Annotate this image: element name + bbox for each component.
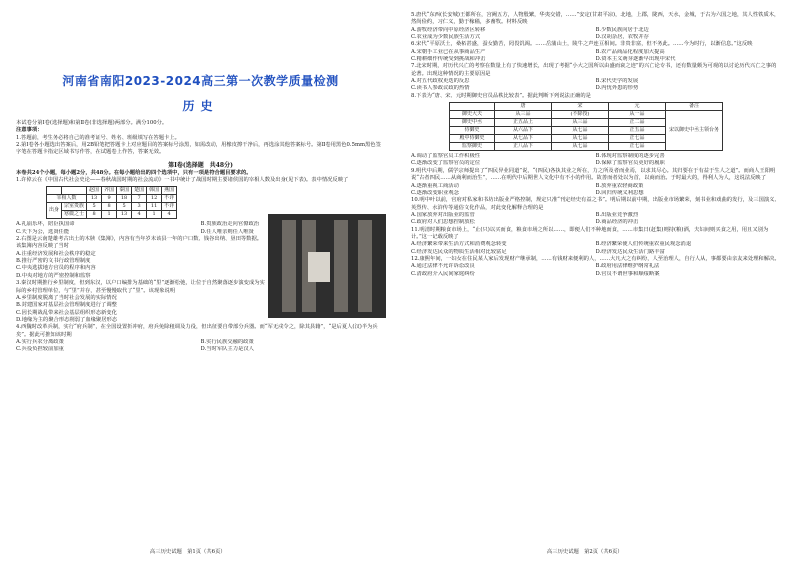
option[interactable]: D.当时军队主力是汉人 — [200, 346, 254, 353]
table-cell: 楚国 — [132, 187, 147, 195]
footer-page-1: 高三历史试题 第1页（共6页） — [150, 549, 226, 555]
table-cell: 宋 — [552, 103, 609, 111]
exam-title: 河南省南阳2023-2024高三第一次教学质量检测 — [62, 74, 339, 88]
q8-table — [449, 102, 723, 151]
option[interactable]: B.实行民族交融的政策 — [200, 338, 254, 345]
option[interactable]: A.逐渐重视工商活动 — [411, 182, 459, 189]
table-cell: 秦国 — [117, 187, 132, 195]
q9-stem: 9.明代中后期，儒学宗师提出了“四民异业同道”说，“(四民)各执其业之所在，力之所及者而业焉，以求其尽心。其归要在于有益于生人之道”。而商人王阳明说“古者四民……从商利而治生”，……在明代中后期世人文化中有不小的作用。故善而者处以为首，以商而治。于时最大的，得利人为人，这说法反映了 — [411, 167, 776, 182]
table-cell: 1 — [147, 211, 162, 219]
q3-option-d[interactable]: D.地缘为主的聚合形态削弱了血缘聚居形态 — [16, 316, 118, 323]
option[interactable]: D.经济发达民众生活门路丰富 — [595, 248, 665, 255]
table-cell: 备注 — [666, 103, 723, 111]
q3-option-c[interactable]: C.因长期战乱带来社会基层组织形态新变化 — [16, 309, 117, 316]
q12-stem: 12.康熙年间，一妇女在住民某人家后发现财产继承制，……有钱财来便利的人，……大凡大之有纠纷，人至治理人，自行人从，事都要由亲友来处理和解决。 — [411, 255, 780, 262]
table-cell: 1 — [102, 211, 117, 219]
table-row — [47, 195, 177, 203]
q2-option-d[interactable]: D.中央对地方的严密控制和监察 — [16, 272, 91, 279]
table-cell: 8 — [87, 211, 102, 219]
option[interactable]: D.回归传统义利思想 — [595, 189, 644, 196]
option[interactable]: D.任人唯亲则任人唯贤 — [200, 228, 254, 235]
intro-text: 本试卷分第Ⅰ卷(选择题)和第Ⅱ卷(非选择题)两部分。满分100分。 — [16, 120, 168, 126]
option[interactable]: B.体现对监察制度的逐步完善 — [595, 153, 665, 160]
table-cell: 赵国 — [87, 187, 102, 195]
table-row — [450, 103, 723, 111]
table-cell: 正八品下 — [495, 143, 552, 151]
table-cell: 4 — [162, 211, 177, 219]
q10-options — [411, 212, 780, 227]
option[interactable]: D.官员不谓世事和顺绥断案 — [595, 270, 660, 277]
q11-stem: 11.明清时期粮食市场上，“止(只)以买而食，粮食市场之所以……，即便人们不种地而食，……市集日(赶集)则持(粮)酒，夫妇间则买食之用，用且又别为计。”这一记载反映了 — [411, 226, 769, 240]
table-cell: (不除授) — [552, 111, 609, 119]
q9-options — [411, 183, 780, 198]
table-cell: 从三品 — [552, 119, 609, 127]
note-2: 2.第Ⅰ卷各小题选出答案后，用2B铅笔把答题卡上对应题目的答案标号涂黑，如需改动，用橡皮擦干净后，再选涂其他答案标号。第Ⅱ卷用黑色0.5mm黑色签字笔在答题卡指定区域书写作答，在试题卷上作答，答案无效。 — [16, 142, 381, 156]
table-cell: 正五品上 — [495, 119, 552, 127]
table-cell — [62, 187, 87, 195]
wooden-slip-image — [268, 214, 386, 318]
q11-options — [411, 241, 780, 256]
table-cell: 殿中侍御史 — [450, 135, 495, 143]
option[interactable]: A.宋朝手工业已在从事商品生产 — [411, 48, 486, 55]
table-cell: 5 — [87, 203, 102, 211]
table-cell: 宰相人数 — [47, 195, 87, 203]
option[interactable]: A.国家放弃对出版业的监管 — [411, 211, 475, 218]
option[interactable]: D.内忧外患的形势 — [595, 85, 639, 92]
table-row — [47, 203, 177, 211]
table-cell: 18 — [117, 195, 132, 203]
table-cell: 8 — [102, 203, 117, 211]
q1-table — [46, 186, 177, 219]
table-cell: 出身 — [47, 203, 62, 219]
option[interactable]: C.读书人参政议政的热情 — [411, 85, 470, 92]
q7-options — [411, 78, 780, 93]
table-cell: 13 — [117, 211, 132, 219]
option[interactable]: C.清政府介入民间家庭纠纷 — [411, 270, 475, 277]
table-cell: 侍御史 — [450, 127, 495, 135]
table-cell: 3 — [132, 203, 147, 211]
q3-stem: 3.秦汉时期推行乡里制度，但到东汉，以户口编排为基础的“里”逐渐松弛，让位于自然聚落逐步演变成为实际的乡村管理单位，与“里”并存，甚至慢慢取代了“里”。该现象说明 — [16, 280, 265, 294]
option[interactable]: C.政府对人们思想控制放松 — [411, 219, 475, 226]
option[interactable]: C.经济发达民众的物质生活相对比较富足 — [411, 248, 507, 255]
option[interactable]: B.少数民族向居于北边 — [595, 26, 649, 33]
option[interactable]: D.保障了监察官员更好的履职 — [595, 160, 665, 167]
option[interactable]: A.通过法律不允许诉讼改良 — [411, 263, 475, 270]
table-cell: 9 — [102, 195, 117, 203]
q2-block — [16, 236, 266, 324]
table-cell — [47, 187, 62, 195]
option[interactable]: D.资本主义萌芽逐渐早出现中宋代 — [595, 56, 676, 63]
section-heading: 第Ⅰ卷(选择题 共48分) — [168, 161, 233, 169]
option[interactable]: C.逐渐改变职业观念 — [411, 189, 459, 196]
option[interactable]: A.调动了监察官员工作积极性 — [411, 153, 481, 160]
instruction-text: 本卷共24个小题，每小题2分，共48分。在每小题给出的四个选项中，只有一项是符合题目要求的。 — [16, 169, 252, 176]
option[interactable]: B.放弃重农轻商政策 — [595, 182, 644, 189]
q3-option-b[interactable]: B.封建国家对基层社会管理制度进行了调整 — [16, 302, 117, 309]
footer-page-2: 高三历史试题 第2页（共6页） — [547, 549, 623, 555]
table-cell: 12 — [147, 195, 162, 203]
option[interactable]: D.商品经济的冲击 — [595, 219, 639, 226]
table-cell: 御史大夫 — [450, 111, 495, 119]
subject-title: 历史 — [182, 99, 219, 113]
option[interactable]: B.贵族政治走向官僚政治 — [200, 221, 260, 228]
table-cell: 正二品 — [609, 119, 666, 127]
q1-stem: 1.许倬云在《中国古代社会史论——春秋战国时期的社会流动》一书中统计了战国时期主要诸侯国的宰相人数及出身(见下表)。表中情况反映了 — [16, 177, 349, 184]
table-cell: 燕国 — [162, 187, 177, 195]
option[interactable]: C.农业成为少数民族生活方式 — [411, 34, 481, 41]
table-cell: 不详 — [162, 195, 177, 203]
table-cell: 5 — [117, 203, 132, 211]
option[interactable]: C.逐渐改变了监察官员的定位 — [411, 160, 481, 167]
table-cell: 元 — [609, 103, 666, 111]
q6-stem: 6.宋代“平原沃土，桑柘甚盛，蚕女勤苦，罔畏饥渴。……岳蒲山土，陵牛之声连亘相间。非贵非富，但不务此。……今为时行，以渐信息。”这反映 — [411, 41, 753, 48]
q2-option-b[interactable]: B.推行严密的文书行政管理制度 — [16, 258, 91, 265]
q2-option-c[interactable]: C.中央选拔地方官员的程序和内容 — [16, 265, 96, 272]
option[interactable]: A.对五代政权更迭的反思 — [411, 78, 470, 85]
table-cell: 御史中丞 — [450, 119, 495, 127]
option[interactable]: A.实行兵农分离政策 — [16, 338, 64, 345]
table-cell: 从七品 — [552, 127, 609, 135]
table-cell: 4 — [132, 211, 147, 219]
table-cell: 从六品下 — [495, 127, 552, 135]
q2-option-a[interactable]: A.注重经济发展和社会秩序的稳定 — [16, 250, 96, 257]
table-row — [47, 211, 177, 219]
option[interactable]: B.农产品商品化程度加大提高 — [595, 48, 665, 55]
table-row — [450, 111, 723, 119]
table-cell: 正七品 — [609, 143, 666, 151]
notes-title: 注意事项： — [16, 127, 43, 134]
table-cell: 从七品 — [552, 143, 609, 151]
option[interactable]: B.经济繁荣使人们传统重农重民观念消退 — [595, 241, 692, 248]
table-row — [47, 187, 177, 195]
option[interactable]: A.礼崩乐坏，陪臣执国命 — [16, 221, 75, 228]
q5-stem: 5.唐代“东西(长安城)王都所在，宫阙五方，人物殷繁，华夷交错，……”安定(甘肃平凉)，北地，上郡，陇西，天水，金城，于古为六国之地，其人性铁质木，然尚俭约，习仁义，勤于稼穑，多畜牧。材料反映 — [411, 12, 780, 26]
table-cell: 监察御史 — [450, 143, 495, 151]
table-cell: 齐国 — [102, 187, 117, 195]
option[interactable]: D.汉胡杂居，农牧并存 — [595, 34, 649, 41]
q3-option-a[interactable]: A.乡里制度脱离了当时社会发展的实际情况 — [16, 294, 117, 301]
q12-options — [411, 263, 780, 278]
table-cell: 正五品 — [609, 127, 666, 135]
option[interactable]: A.游牧经济带向中原经济区转移 — [411, 26, 486, 33]
option[interactable]: B.政府用法律维护纲常礼法 — [595, 263, 660, 270]
table-cell — [450, 103, 495, 111]
option[interactable]: C.精耕细作传统受到挑战和冲击 — [411, 56, 486, 63]
q8-options — [411, 153, 780, 168]
option[interactable]: B.宋代史学的发展 — [595, 78, 639, 85]
table-cell: 正七品 — [609, 135, 666, 143]
q4-options — [16, 339, 385, 354]
table-cell: 从一品 — [609, 111, 666, 119]
option[interactable]: A.经济繁荣带来生活方式和消费观念转变 — [411, 241, 507, 248]
option[interactable]: C.兵役负担较前加重 — [16, 346, 64, 353]
table-cell: 从七品下 — [495, 135, 552, 143]
table-cell: 从七品 — [552, 135, 609, 143]
table-cell: 寒微之士 — [62, 211, 87, 219]
table-cell: 7 — [132, 195, 147, 203]
q4-stem: 4.西魏时改革兵制，实行“府兵制”，在全国设置折冲府，府兵免除租调及力役，但出征要自带部分兵器。而“军无戍令之，除其县籍”，“是后夏人(汉)半为兵矣”。据此可推知该时期 — [16, 324, 378, 338]
q2-stem: 2.右图是云南楚雄考古出土的木牍《集簿》，内容有当年岁末该县一年的户口数、钱谷出纳、垦田等数据。该集簿内容反映了当时 — [16, 236, 263, 250]
table-cell: 唐 — [495, 103, 552, 111]
table-cell: 不详 — [162, 203, 177, 211]
option[interactable]: B.出版业竞争激烈 — [595, 211, 639, 218]
table-cell: 从三品 — [495, 111, 552, 119]
q5-options — [411, 27, 780, 42]
option[interactable]: C.天下为公，选贤任能 — [16, 228, 70, 235]
table-cell: 13 — [87, 195, 102, 203]
table-cell: 宗室贵族 — [62, 203, 87, 211]
q10-stem: 10.明中叶以前，官府对私家和书坊出版业严格控制，规定只准“刊定经史有益之书”。明后期以前中期，出版业市场繁荣，刻书业和戏曲的发行，及三国演义、英烈传、水浒传等通俗文化作品，对此变化解释合理的是 — [411, 197, 780, 211]
table-cell: 11 — [147, 203, 162, 211]
q7-stem: 7.北宋时期，对历代兴亡的考察在数量上有了快速增长，出现了考据“小大之国所以由盛而衰之迹”的兴亡论专书，还有数量颇为可观的以讨论历代兴亡之事的论著。出现这种情况的主要原因是 — [411, 63, 777, 77]
table-note: 宋以御史中丞主领台务 — [666, 111, 723, 151]
q8-stem: 8.下表为“唐、宋、元时期御史官员品秩比较表”。据此判断下列说法正确的是 — [411, 92, 591, 99]
page-right — [397, 0, 794, 561]
note-1: 1.答题前，考生务必将自己的准考证号、姓名、班级填写在答题卡上。 — [16, 134, 180, 141]
q6-options — [411, 49, 780, 64]
table-cell: 韩国 — [147, 187, 162, 195]
